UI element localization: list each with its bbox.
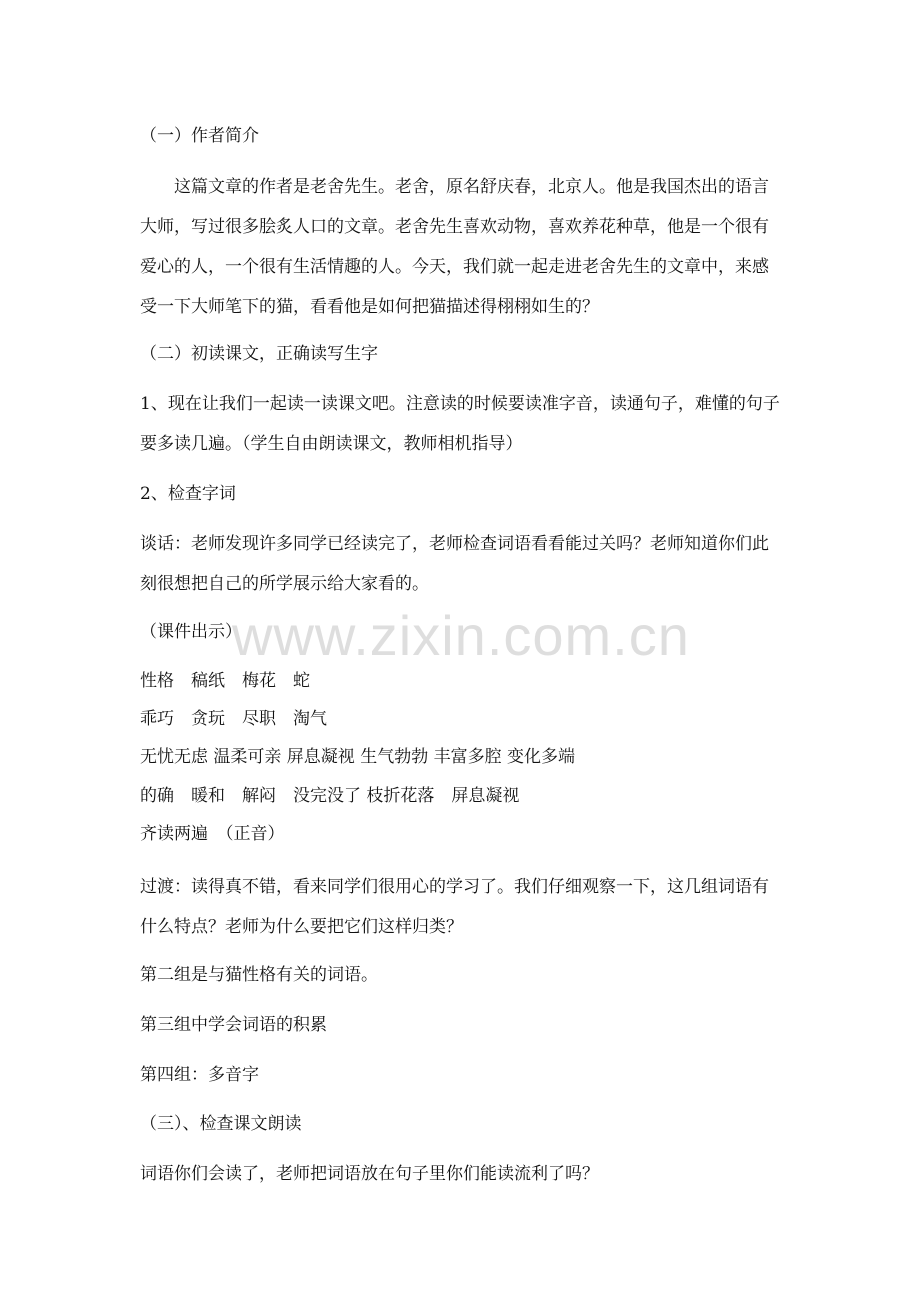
author-intro-paragraph: 这篇文章的作者是老舍先生。老舍，原名舒庆春，北京人。他是我国杰出的语言大师，写过很多脍炙人口的文章。老舍先生喜欢动物，喜欢养花种草，他是一个很有爱心的人，一个很有生活情趣的人。今天，我们就一起走进老舍先生的文章中，来感受一下大师笔下的猫，看看他是如何把猫描述得栩栩如生的？ — [140, 177, 769, 317]
courseware-note: （课件出示） — [140, 622, 242, 642]
word-row: 的确 暖和 解闷 没完没了 枝折花落 屏息凝视 — [140, 786, 520, 806]
step-read-aloud: 1、现在让我们一起读一读课文吧。注意读的时候要读准字音，读通句子，难懂的句子要多读几遍。（学生自由朗读课文，教师相机指导） — [140, 394, 780, 454]
word-row: 齐读两遍 （正音） — [140, 824, 285, 844]
transition-paragraph: 过渡：读得真不错，看来同学们很用心的学习了。我们仔细观察一下，这几组词语有什么特点？老师为什么要把它们这样归类？ — [140, 877, 769, 937]
section-heading-author: （一）作者简介 — [140, 126, 259, 146]
group-two-note: 第二组是与猫性格有关的词语。 — [140, 965, 378, 985]
group-four-note: 第四组：多音字 — [140, 1065, 259, 1085]
word-row: 性格 稿纸 梅花 蛇 — [140, 671, 310, 691]
teacher-talk: 谈话：老师发现许多同学已经读完了，老师检查词语看看能过关吗？老师知道你们此刻很想把自己的所学展示给大家看的。 — [140, 534, 769, 594]
group-three-note: 第三组中学会词语的积累 — [140, 1015, 327, 1035]
watermark: www.zixin.com.cn — [232, 604, 690, 667]
word-row: 乖巧 贪玩 尽职 淘气 — [140, 709, 327, 729]
section-heading-first-reading: （二）初读课文，正确读写生字 — [140, 344, 378, 364]
closing-question: 词语你们会读了，老师把词语放在句子里你们能读流利了吗？ — [140, 1164, 599, 1184]
step-check-words: 2、检查字词 — [140, 484, 236, 504]
section-heading-reading-check: （三）、检查课文朗读 — [140, 1114, 302, 1134]
word-row: 无忧无虑 温柔可亲 屏息凝视 生气勃勃 丰富多腔 变化多端 — [140, 747, 576, 767]
